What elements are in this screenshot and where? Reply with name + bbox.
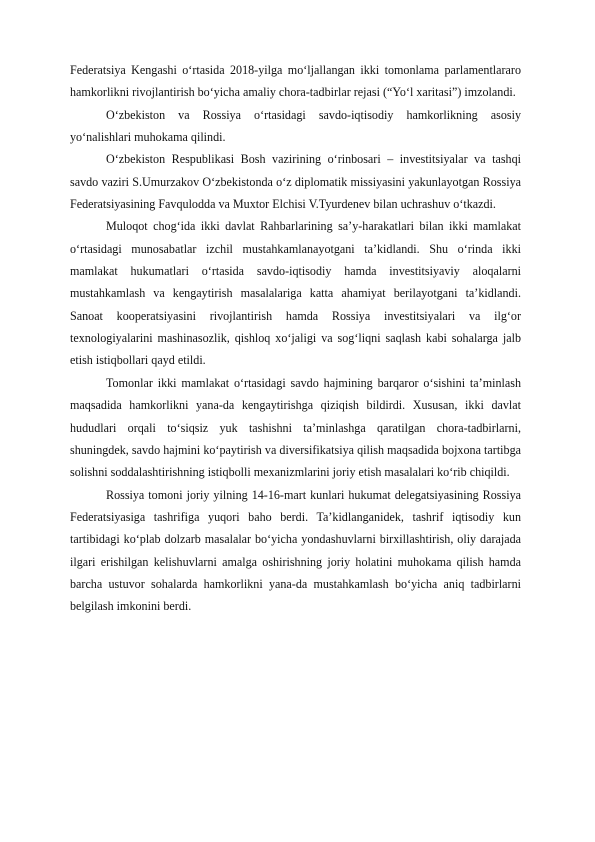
paragraph-1-continuation: Federatsiya Kengashi o‘rtasida 2018-yilga mo‘ljallangan ikki tomonlama parlamentlararo hamkorlikni rivojlantirish bo‘yicha amaliy chora-tadbirlar rejasi (“Yo‘l xaritasi”) imzolandi. <box>70 63 521 100</box>
paragraph-3: O‘zbekiston Respublikasi Bosh vazirining o‘rinbosari – investitsiyalar va tashqi savdo vaziri S.Umurzakov O‘zbekistonda o‘z diplomatik missiyasini yakunlayotgan Rossiya Federatsiyasining Favqulodda va Muxtor Elchisi V.Tyurdenev bilan uchrashuv o‘tkazdi. <box>70 152 521 212</box>
paragraph-6: Rossiya tomoni joriy yilning 14-16-mart kunlari hukumat delegatsiyasining Rossiya Federatsiyasiga tashrifiga yuqori baho berdi. Ta’kidlanganidek, tashrif iqtisodiy kun tartibidagi ko‘plab dolzarb masalalar bo‘yicha yondashuvlarni birxillashtirish, oliy darajada ilgari erishilgan kelishuvlarni amalga oshirishning joriy holatini muhokama qilish hamda barcha ustuvor sohalarda hamkorlikni yana-da mustahkamlash bo‘yicha aniq tadbirlarni belgilash imkonini berdi. <box>70 487 521 614</box>
paragraph-4: Muloqot chog‘ida ikki davlat Rahbarlarining sa’y-harakatlari bilan ikki mamlakat o‘rtasidagi munosabatlar izchil mustahkamlanayotgani ta’kidlandi. Shu o‘rinda ikki mamlakat hukumatlari o‘rtasida savdo-iqtisodiy hamda investitsiyaviy aloqalarni mustahkamlash va kengaytirish masalalariga katta ahamiyat berilayotgani ta’kidlandi. Sanoat kooperatsiyasini rivojlantirish hamda Rossiya investitsiyalari va ilg‘or texnologiyalarini mashinasozlik, qishloq xo‘jaligi va sog‘liqni saqlash kabi sohalarga jalb etish istiqbollari qayd etildi. <box>70 219 521 368</box>
paragraph-2: O‘zbekiston va Rossiya o‘rtasidagi savdo-iqtisodiy hamkorlikning asosiy yo‘nalishlari muhokama qilindi. <box>70 107 521 145</box>
document-page <box>70 59 521 618</box>
paragraph-5: Tomonlar ikki mamlakat o‘rtasidagi savdo hajmining barqaror o‘sishini ta’minlash maqsadida hamkorlikni yana-da kengaytirishga qiziqish bildirdi. Xususan, ikki davlat hududlari orqali to‘siqsiz yuk tashishni ta’minlashga qaratilgan chora-tadbirlarni, shuningdek, savdo hajmini ko‘paytirish va diversifikatsiya qilish maqsadida bojxona tartibga solishni soddalashtirishning istiqbolli mexanizmlarini joriy etish masalalari ko‘rib chiqildi. <box>70 375 521 480</box>
